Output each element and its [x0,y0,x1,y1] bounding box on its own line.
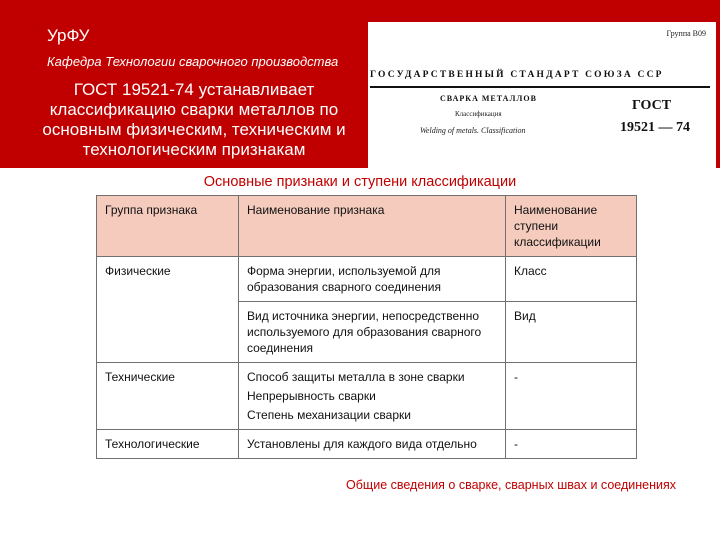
department-name: Кафедра Технологии сварочного производства [47,54,339,69]
gost-document-scan [368,22,716,168]
table-title: Основные признаки и ступени классификации [203,174,517,190]
cell-step: Класс [506,257,637,302]
table-row [97,430,637,459]
scan-gost-number: 19521 — 74 [620,120,690,135]
cell-group: Физические [97,257,239,363]
slide-title: ГОСТ 19521-74 устанавливает классификацию сварки металлов по основным физическим, техническим и технологическим признакам [42,80,346,159]
cell-step: - [506,363,637,430]
cell-group: Технологические [97,430,239,459]
logo: УрФУ [47,26,90,45]
cell-name: Степень механизации сварки [247,408,411,422]
scan-title-en: Welding of metals. Classification [420,126,526,135]
table-header-row [97,196,637,257]
scan-rule [370,86,710,88]
cell-name: Вид источника энергии, непосредственно используемого для образования сварного соединения [239,302,506,363]
scan-group: Группа В09 [666,29,706,38]
cell-name: Способ защиты металла в зоне сварки [247,370,465,384]
classification-table [96,195,637,459]
cell-name-list [239,363,506,430]
cell-group: Технические [97,363,239,430]
cell-name: Установлены для каждого вида отдельно [239,430,506,459]
scan-gost-label: ГОСТ [632,98,672,113]
footer-caption: Общие сведения о сварке, сварных швах и соединениях [346,478,676,492]
scan-standard: ГОСУДАРСТВЕННЫЙ СТАНДАРТ СОЮЗА ССР [370,70,664,80]
header-step: Наименование ступени классификации [506,196,637,257]
cell-name: Форма энергии, используемой для образования сварного соединения [239,257,506,302]
table-row [97,257,637,302]
cell-step: Вид [506,302,637,363]
scan-title-ru: СВАРКА МЕТАЛЛОВ [440,94,537,103]
cell-step: - [506,430,637,459]
header-name: Наименование признака [239,196,506,257]
scan-subtitle-ru: Классификация [455,110,502,118]
table-row [97,363,637,430]
cell-name: Непрерывность сварки [247,389,376,403]
header-group: Группа признака [97,196,239,257]
